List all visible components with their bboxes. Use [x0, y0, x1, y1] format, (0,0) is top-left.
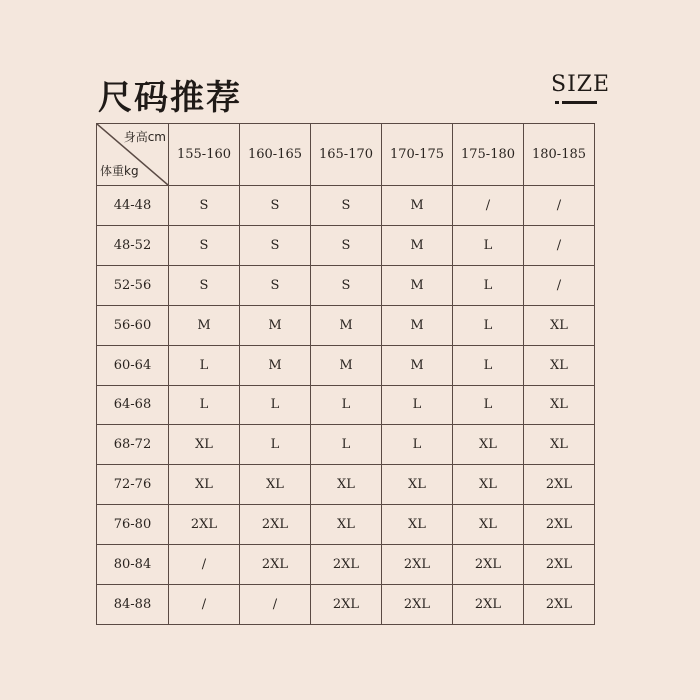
weight-row-header: 76-80 — [97, 505, 169, 545]
size-cell: M — [311, 345, 382, 385]
size-cell: S — [311, 225, 382, 265]
weight-row-header: 48-52 — [97, 225, 169, 265]
size-cell: S — [311, 265, 382, 305]
size-cell: M — [382, 225, 453, 265]
size-cell: L — [311, 385, 382, 425]
size-cell: L — [453, 225, 524, 265]
size-cell: / — [169, 545, 240, 585]
height-column-header: 165-170 — [311, 124, 382, 186]
size-cell: XL — [169, 425, 240, 465]
size-cell: L — [169, 385, 240, 425]
table-body — [97, 186, 595, 625]
size-cell: XL — [524, 385, 595, 425]
page-title: 尺码推荐 — [98, 78, 242, 118]
size-cell: 2XL — [382, 545, 453, 585]
weight-row-header: 68-72 — [97, 425, 169, 465]
size-cell: M — [240, 345, 311, 385]
size-cell: XL — [240, 465, 311, 505]
height-column-header: 180-185 — [524, 124, 595, 186]
height-column-header: 160-165 — [240, 124, 311, 186]
table-row — [97, 545, 595, 585]
size-cell: L — [453, 265, 524, 305]
size-cell: L — [382, 385, 453, 425]
size-cell: 2XL — [240, 545, 311, 585]
table-row — [97, 465, 595, 505]
size-cell: / — [240, 585, 311, 625]
weight-row-header: 44-48 — [97, 186, 169, 226]
size-cell: S — [169, 186, 240, 226]
size-cell: L — [240, 425, 311, 465]
size-cell: XL — [453, 465, 524, 505]
size-underline-dot — [555, 101, 559, 104]
table-row — [97, 305, 595, 345]
size-cell: S — [169, 225, 240, 265]
height-column-header: 170-175 — [382, 124, 453, 186]
table-row — [97, 186, 595, 226]
size-cell: M — [311, 305, 382, 345]
size-cell: / — [169, 585, 240, 625]
size-cell: M — [382, 345, 453, 385]
size-cell: L — [453, 345, 524, 385]
weight-row-header: 84-88 — [97, 585, 169, 625]
weight-axis-label: 体重kg — [100, 164, 139, 178]
size-cell: 2XL — [240, 505, 311, 545]
table-row — [97, 225, 595, 265]
size-cell: S — [240, 225, 311, 265]
size-cell: L — [169, 345, 240, 385]
size-chart-table — [96, 123, 595, 625]
table-row — [97, 385, 595, 425]
weight-row-header: 60-64 — [97, 345, 169, 385]
weight-row-header: 52-56 — [97, 265, 169, 305]
weight-row-header: 80-84 — [97, 545, 169, 585]
size-cell: XL — [382, 465, 453, 505]
table-row — [97, 425, 595, 465]
size-cell: M — [382, 305, 453, 345]
size-cell: XL — [169, 465, 240, 505]
size-cell: XL — [524, 425, 595, 465]
size-cell: XL — [311, 505, 382, 545]
size-cell: S — [169, 265, 240, 305]
size-cell: 2XL — [169, 505, 240, 545]
size-cell: M — [382, 265, 453, 305]
size-cell: 2XL — [382, 585, 453, 625]
size-cell: XL — [524, 345, 595, 385]
size-cell: XL — [524, 305, 595, 345]
size-cell: 2XL — [524, 585, 595, 625]
size-underline — [562, 101, 597, 104]
table-row — [97, 345, 595, 385]
table-row — [97, 265, 595, 305]
size-cell: M — [240, 305, 311, 345]
size-cell: 2XL — [311, 545, 382, 585]
table-row — [97, 505, 595, 545]
height-column-header: 155-160 — [169, 124, 240, 186]
size-cell: XL — [453, 505, 524, 545]
size-cell: S — [240, 186, 311, 226]
size-cell: L — [453, 385, 524, 425]
size-cell: M — [169, 305, 240, 345]
size-cell: 2XL — [453, 585, 524, 625]
size-cell: L — [453, 305, 524, 345]
size-cell: L — [240, 385, 311, 425]
header-row — [97, 124, 595, 186]
size-cell: / — [524, 265, 595, 305]
size-cell: 2XL — [311, 585, 382, 625]
size-cell: XL — [311, 465, 382, 505]
weight-row-header: 56-60 — [97, 305, 169, 345]
table-row — [97, 585, 595, 625]
size-cell: / — [453, 186, 524, 226]
weight-row-header: 64-68 — [97, 385, 169, 425]
height-column-header: 175-180 — [453, 124, 524, 186]
size-cell: XL — [453, 425, 524, 465]
size-cell: S — [311, 186, 382, 226]
size-cell: 2XL — [524, 545, 595, 585]
size-cell: S — [240, 265, 311, 305]
size-cell: L — [311, 425, 382, 465]
size-cell: M — [382, 186, 453, 226]
size-cell: / — [524, 225, 595, 265]
corner-cell — [97, 124, 169, 186]
size-cell: 2XL — [453, 545, 524, 585]
size-cell: 2XL — [524, 505, 595, 545]
height-axis-label: 身高cm — [123, 130, 166, 144]
weight-row-header: 72-76 — [97, 465, 169, 505]
size-cell: 2XL — [524, 465, 595, 505]
size-cell: L — [382, 425, 453, 465]
size-label: SIZE — [551, 72, 611, 97]
size-cell: / — [524, 186, 595, 226]
size-cell: XL — [382, 505, 453, 545]
